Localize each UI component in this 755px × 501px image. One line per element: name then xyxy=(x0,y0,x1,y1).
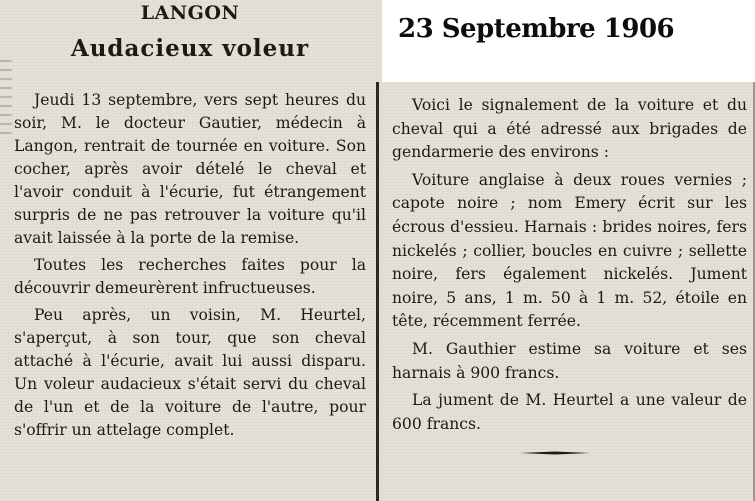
paragraph: Voici le signalement de la voiture et du cheval qui a été adressé aux brigades de gendarmerie des environs : xyxy=(392,96,747,162)
paragraph: Jeudi 13 septembre, vers sept heures du soir, M. le docteur Gautier, médecin à Langon, rentrait de tournée en voiture. Son cocher, après avoir dételé le cheval et l'avoir conduit à l'écurie, fut étrangement surpris de ne pas retrouver la voiture qu'il avait laissée à la porte de la remise. xyxy=(14,91,366,247)
article-column-left xyxy=(14,89,366,442)
bleed-through-texture xyxy=(0,60,12,140)
paragraph: M. Gauthier estime sa voiture et ses harnais à 900 francs. xyxy=(392,339,747,382)
column-divider xyxy=(376,82,379,501)
paragraph: Voiture anglaise à deux roues vernies ; capote noire ; nom Emery écrit sur les écrous d'essieu. Harnais : brides noires, fers nickelés ; collier, boucles en cuivre ; sellette noire, fers également nickelés. Jument noire, 5 ans, 1 m. 50 à 1 m. 52, étoile en tête, récemment ferrée. xyxy=(392,170,747,331)
paragraph: La jument de M. Heurtel a une valeur de 600 francs. xyxy=(392,391,747,433)
article-headline: Audacieux voleur xyxy=(70,35,310,62)
paragraph: Peu après, un voisin, M. Heurtel, s'aperçut, à son tour, que son cheval attaché à l'écurie, avait lui aussi disparu. Un voleur audacieux s'était servi du cheval de l'un et de la voiture de l'autre, pour s'offrir un attelage complet. xyxy=(14,306,366,439)
paragraph: Toutes les recherches faites pour la découvrir demeurèrent infructueuses. xyxy=(14,256,366,297)
article-column-right xyxy=(392,94,747,436)
dateline-place: LANGON xyxy=(140,2,240,24)
publication-date: 23 Septembre 1906 xyxy=(398,14,675,44)
end-of-article-rule xyxy=(520,451,590,455)
